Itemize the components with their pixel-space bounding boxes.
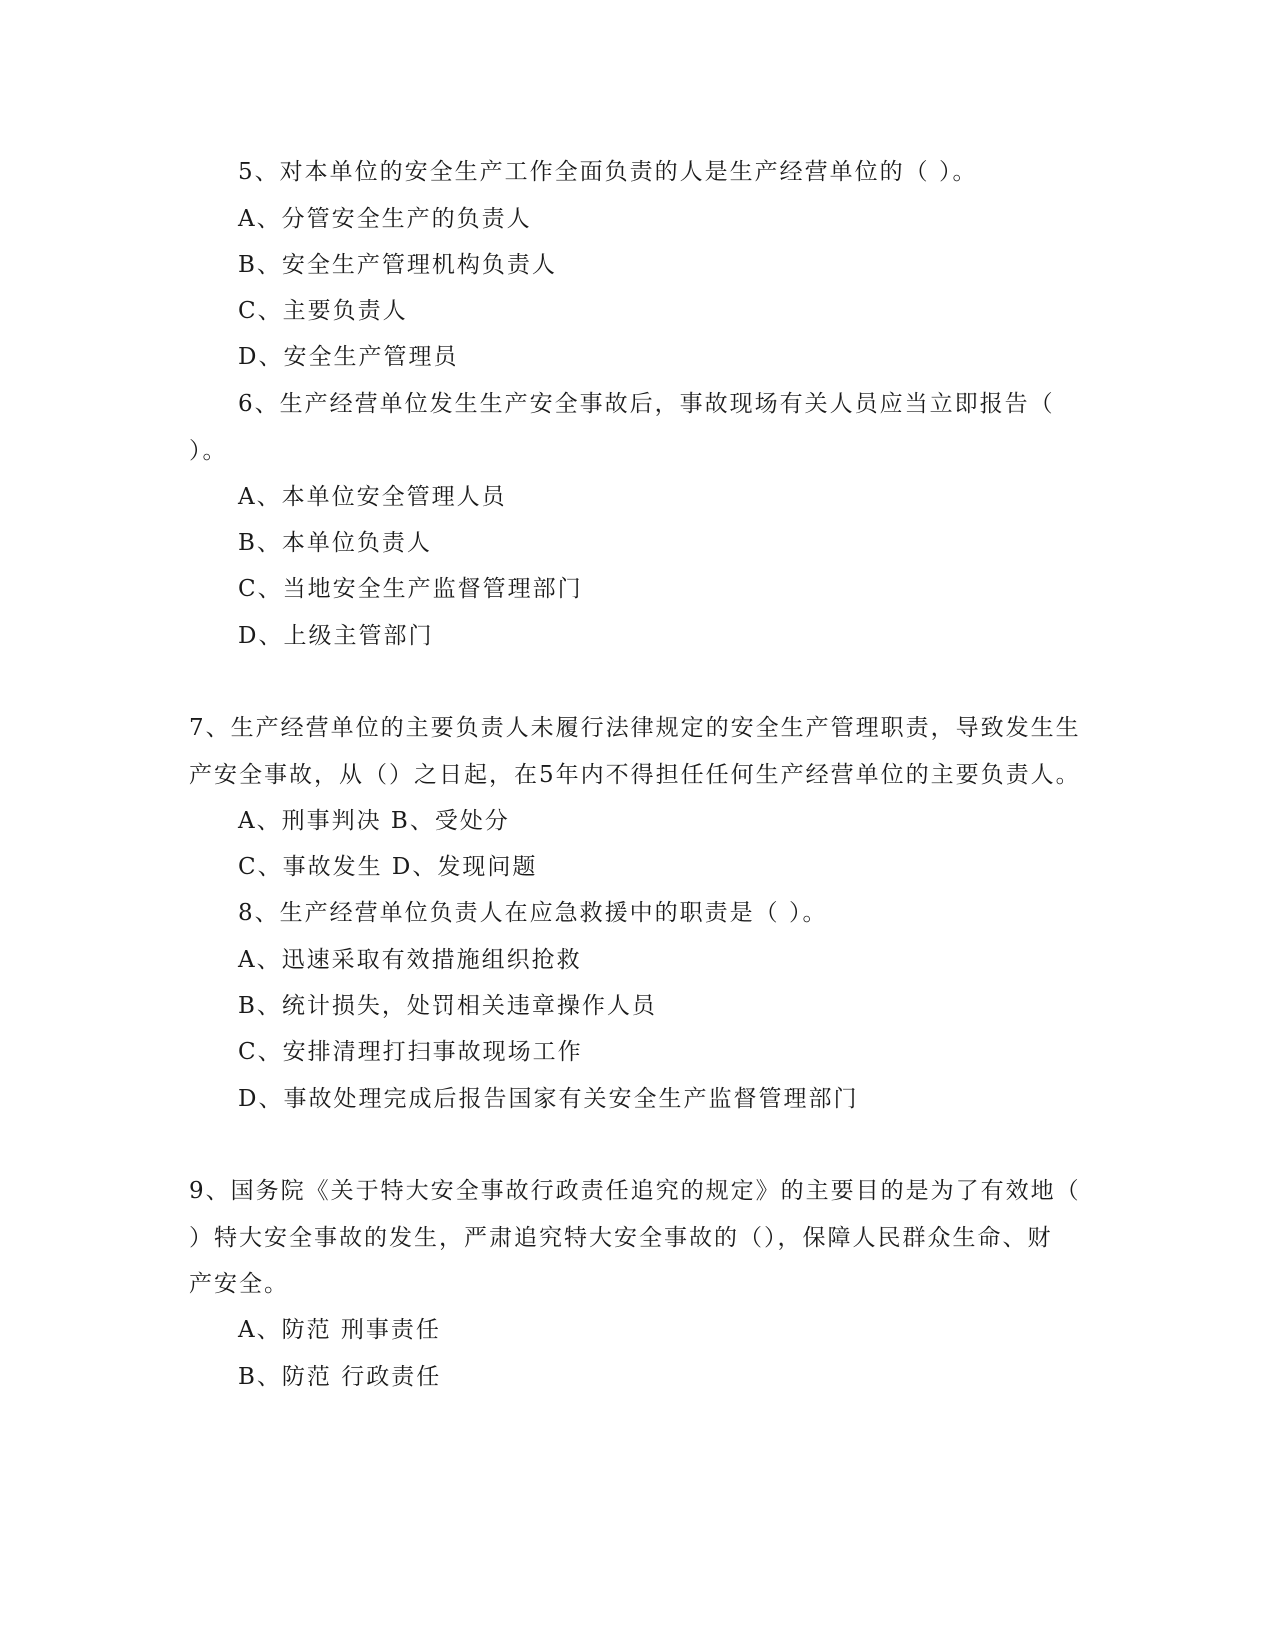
question-8-stem: 8、生产经营单位负责人在应急救援中的职责是（ ）。 bbox=[238, 900, 828, 926]
question-7-stem-line-2: 产安全事故，从（）之日起，在5年内不得担任任何生产经营单位的主要负责人。 bbox=[189, 762, 1081, 788]
question-9-stem-line-3: 产安全。 bbox=[189, 1271, 289, 1297]
question-7-stem-line-1: 7、生产经营单位的主要负责人未履行法律规定的安全生产管理职责，导致发生生 bbox=[189, 715, 1081, 741]
question-6-stem-line-1: 6、生产经营单位发生生产安全事故后，事故现场有关人员应当立即报告（ bbox=[238, 391, 1055, 417]
question-8-option-a: A、迅速采取有效措施组织抢救 bbox=[238, 947, 582, 973]
question-9-stem-line-1: 9、国务院《关于特大安全事故行政责任追究的规定》的主要目的是为了有效地（ bbox=[189, 1178, 1081, 1204]
question-8-option-c: C、安排清理打扫事故现场工作 bbox=[238, 1039, 583, 1065]
question-5-option-d: D、安全生产管理员 bbox=[238, 344, 459, 370]
question-9-option-a: A、防范 刑事责任 bbox=[238, 1317, 441, 1343]
question-5-option-b: B、安全生产管理机构负责人 bbox=[238, 252, 557, 278]
question-7-options-a-b: A、刑事判决 B、受处分 bbox=[238, 808, 510, 834]
question-8-option-b: B、统计损失，处罚相关违章操作人员 bbox=[238, 993, 657, 1019]
question-5-option-c: C、主要负责人 bbox=[238, 298, 408, 324]
question-8-option-d: D、事故处理完成后报告国家有关安全生产监督管理部门 bbox=[238, 1086, 859, 1112]
question-6-option-b: B、本单位负责人 bbox=[238, 530, 432, 556]
question-6-stem-line-2: ）。 bbox=[189, 438, 228, 464]
question-6-option-c: C、当地安全生产监督管理部门 bbox=[238, 576, 583, 602]
question-9-option-b: B、防范 行政责任 bbox=[238, 1364, 442, 1390]
question-9-stem-line-2: ）特大安全事故的发生，严肃追究特大安全事故的（），保障人民群众生命、财 bbox=[189, 1225, 1053, 1251]
question-5-option-a: A、分管安全生产的负责人 bbox=[238, 206, 532, 232]
question-5-stem: 5、对本单位的安全生产工作全面负责的人是生产经营单位的（ ）。 bbox=[238, 159, 978, 185]
question-6-option-d: D、上级主管部门 bbox=[238, 623, 434, 649]
question-6-option-a: A、本单位安全管理人员 bbox=[238, 484, 507, 510]
question-7-options-c-d: C、事故发生 D、发现问题 bbox=[238, 854, 538, 880]
